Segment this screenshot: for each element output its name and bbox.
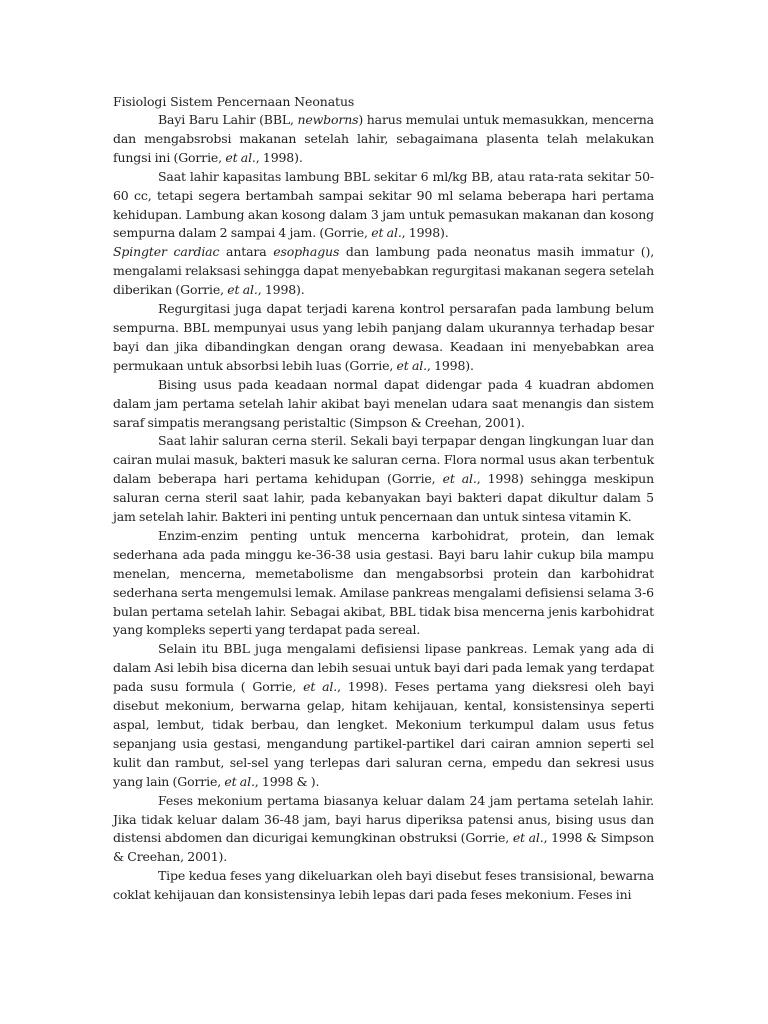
- paragraph-text: ) harus memulai untuk memasukkan, mencerna dan mengabsrobsi makanan setelah lahir, sebagaimana plasenta telah melakukan fungsi ini (Gorrie,: [113, 112, 654, 165]
- italic-text: et al.: [303, 679, 338, 695]
- italic-text: et al.: [396, 357, 427, 373]
- paragraph-text: Regurgitasi juga dapat terjadi karena kontrol persarafan pada lambung belum sempurna. BBL mempunyai usus yang lebih panjang dalam ukurannya terhadap besar bayi dan jika dibandingkan dengan orang dewasa. Keadaan ini menyebabkan area permukaan untuk absorbsi lebih luas (Gorrie,: [113, 301, 654, 373]
- italic-text: et al.: [442, 471, 477, 487]
- paragraph-text: Enzim-enzim penting untuk mencerna karbohidrat, protein, dan lemak sederhana ada pada minggu ke-36-38 usia gestasi. Bayi baru lahir cukup bila mampu menelan, mencerna, memetabolisme dan mengabsorbsi protein dan karbohidrat sederhana serta mengemulsi lemak. Amilase pankreas mengalami defisiensi selama 3-6 bulan pertama setelah lahir. Sebagai akibat, BBL tidak bisa mencerna jenis karbohidrat yang kompleks seperti yang terdapat pada sereal.: [113, 527, 654, 638]
- paragraph: [113, 792, 654, 868]
- paragraph-text: , 1998).: [401, 225, 449, 241]
- paragraph: [113, 640, 654, 791]
- document-title: Fisiologi Sistem Pencernaan Neonatus: [113, 94, 355, 109]
- paragraph-text: Tipe kedua feses yang dikeluarkan oleh bayi disebut feses transisional, bewarna coklat kehijauan dan konsistensinya lebih lepas dari pada feses mekonium. Feses ini: [113, 868, 654, 903]
- paragraph-text: , 1998).: [257, 282, 305, 298]
- paragraph: [113, 867, 654, 905]
- paragraph-text: , 1998 & Simpson & Creehan, 2001).: [113, 830, 654, 865]
- paragraph: [113, 432, 654, 527]
- paragraph-text: , 1998) sehingga meskipun saluran cerna steril saat lahir, pada kebanyakan bayi bakteri dapat dikultur dalam 5 jam setelah lahir. Bakteri ini penting untuk pencernaan dan untuk sintesa vitamin K.: [113, 471, 654, 525]
- paragraph-text: , 1998). Feses pertama yang dieksresi oleh bayi disebut mekonium, berwarna gelap, hitam kehijauan, kental, konsistensinya seperti aspal, lembut, tidak berbau, dan lengket. Mekonium terkumpul dalam usus fetus sepanjang usia gestasi, mengandung partikel-partikel dari cairan amnion seperti sel kulit dan rambut, sel-sel yang terlepas dari saluran cerna, empedu dan sekresi usus yang lain (Gorrie,: [113, 679, 654, 789]
- paragraph: [113, 376, 654, 433]
- paragraph-text: antara: [219, 244, 274, 260]
- paragraph-text: Saat lahir saluran cerna steril. Sekali bayi terpapar dengan lingkungan luar dan cairan mulai masuk, bakteri masuk ke saluran cerna. Flora normal usus akan terbentuk dalam beberapa hari pertama kehidupan (Gorrie,: [113, 433, 654, 487]
- paragraph: [113, 527, 654, 640]
- italic-text: Spingter cardiac: [113, 244, 220, 260]
- paragraph-text: Saat lahir kapasitas lambung BBL sekitar 6 ml/kg BB, atau rata-rata sekitar 50-60 cc, tetapi segera bertambah sampai sekitar 90 ml selama beberapa hari pertama kehidupan. Lambung akan kosong dalam 3 jam untuk pemasukan makanan dan kosong sempurna dalam 2 sampai 4 jam. (Gorrie,: [113, 168, 654, 241]
- italic-text: newborns: [297, 112, 359, 127]
- paragraph-text: Feses mekonium pertama biasanya keluar dalam 24 jam pertama setelah lahir. Jika tidak keluar dalam 36-48 jam, bayi harus diperiksa patensi anus, bising usus dan distensi abdomen dan dicurigai kemungkinan obstruksi (Gorrie,: [113, 792, 654, 846]
- italic-text: et al.: [512, 830, 544, 846]
- italic-text: et al.: [224, 773, 255, 789]
- paragraph: [113, 111, 654, 168]
- paragraph-text: Bayi Baru Lahir (BBL,: [158, 112, 298, 127]
- paragraph-text: , 1998).: [426, 357, 474, 373]
- paragraph: [113, 243, 654, 300]
- italic-text: et al.: [227, 282, 258, 298]
- italic-text: et al.: [371, 225, 402, 241]
- paragraph: [113, 168, 654, 244]
- italic-text: esophagus: [273, 244, 340, 260]
- paragraph: [113, 300, 654, 376]
- paragraph-text: Bising usus pada keadaan normal dapat didengar pada 4 kuadran abdomen dalam jam pertama setelah lahir akibat bayi menelan udara saat menangis dan sistem saraf simpatis merangsang peristaltic (Simpson & Creehan, 2001).: [113, 376, 654, 430]
- paragraph-text: , 1998).: [255, 149, 303, 165]
- paragraph-text: Selain itu BBL juga mengalami defisiensi lipase pankreas. Lemak yang ada di dalam Asi lebih bisa dicerna dan lebih sesuai untuk bayi dari pada lemak yang terdapat pada susu formula ( Gorrie,: [113, 641, 654, 695]
- italic-text: et al.: [225, 149, 256, 165]
- document-body: [113, 92, 654, 905]
- paragraph-text: dan lambung pada neonatus masih immatur (), mengalami relaksasi sehingga dapat menyebabkan regurgitasi makanan segera setelah diberikan (Gorrie,: [113, 244, 655, 298]
- paragraph-text: , 1998 & ).: [254, 773, 320, 789]
- paragraph-list: [113, 111, 654, 905]
